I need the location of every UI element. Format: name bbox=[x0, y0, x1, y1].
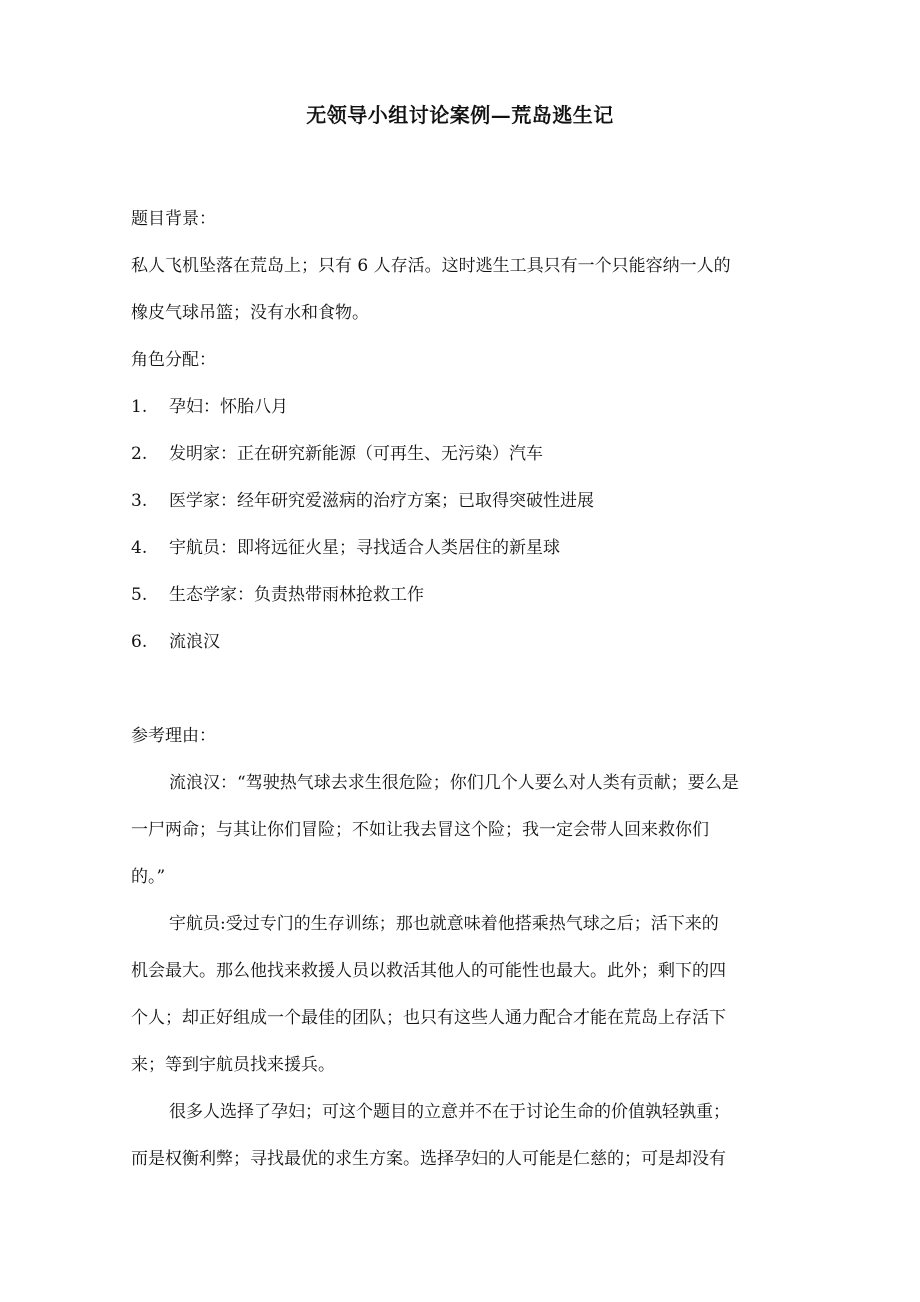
role-item bbox=[131, 478, 793, 525]
paragraph-line: 个人；却正好组成一个最佳的团队；也只有这些人通力配合才能在荒岛上存活下 bbox=[131, 1008, 726, 1028]
blank-line bbox=[131, 666, 793, 713]
role-item bbox=[131, 384, 793, 431]
paragraph-line: 来；等到宇航员找来援兵。 bbox=[131, 1055, 335, 1075]
role-number: 4. bbox=[131, 538, 148, 558]
role-number: 5. bbox=[131, 585, 148, 605]
background-line: 私人飞机坠落在荒岛上；只有 6 人存活。这时逃生工具只有一个只能容纳一人的 bbox=[131, 256, 731, 276]
role-item bbox=[131, 572, 793, 619]
paragraph-line: 一尸两命；与其让你们冒险；不如让我去冒这个险；我一定会带人回来救你们 bbox=[131, 820, 709, 840]
background-heading: 题目背景： bbox=[131, 209, 216, 229]
role-text: 孕妇：怀胎八月 bbox=[169, 397, 288, 417]
role-text: 医学家：经年研究爱滋病的治疗方案；已取得突破性进展 bbox=[169, 491, 594, 511]
reasons-heading: 参考理由： bbox=[131, 726, 216, 746]
paragraph-line: 机会最大。那么他找来救援人员以救活其他人的可能性也最大。此外；剩下的四 bbox=[131, 961, 726, 981]
role-number: 2. bbox=[131, 444, 148, 464]
role-number: 3. bbox=[131, 491, 148, 511]
role-item bbox=[131, 525, 793, 572]
role-item bbox=[131, 431, 793, 478]
document-body bbox=[131, 196, 793, 1183]
role-text: 宇航员：即将远征火星；寻找适合人类居住的新星球 bbox=[169, 538, 560, 558]
role-text: 发明家：正在研究新能源（可再生、无污染）汽车 bbox=[169, 444, 543, 464]
role-text: 生态学家：负责热带雨林抢救工作 bbox=[169, 585, 424, 605]
paragraph-line: 而是权衡利弊；寻找最优的求生方案。选择孕妇的人可能是仁慈的；可是却没有 bbox=[131, 1149, 726, 1169]
role-number: 6. bbox=[131, 632, 148, 652]
role-item bbox=[131, 619, 793, 666]
background-line: 橡皮气球吊篮；没有水和食物。 bbox=[131, 303, 369, 323]
paragraph-line: 的。” bbox=[131, 867, 166, 887]
paragraph-line: 宇航员:受过专门的生存训练；那也就意味着他搭乘热气球之后；活下来的 bbox=[169, 914, 719, 934]
roles-heading: 角色分配： bbox=[131, 350, 216, 370]
document-title: 无领导小组讨论案例—荒岛逃生记 bbox=[306, 103, 614, 127]
paragraph-line: 很多人选择了孕妇；可这个题目的立意并不在于讨论生命的价值孰轻孰重； bbox=[169, 1102, 730, 1122]
paragraph-line: 流浪汉：“驾驶热气球去求生很危险；你们几个人要么对人类有贡献；要么是 bbox=[169, 773, 739, 793]
role-text: 流浪汉 bbox=[169, 632, 220, 652]
role-number: 1. bbox=[131, 397, 148, 417]
